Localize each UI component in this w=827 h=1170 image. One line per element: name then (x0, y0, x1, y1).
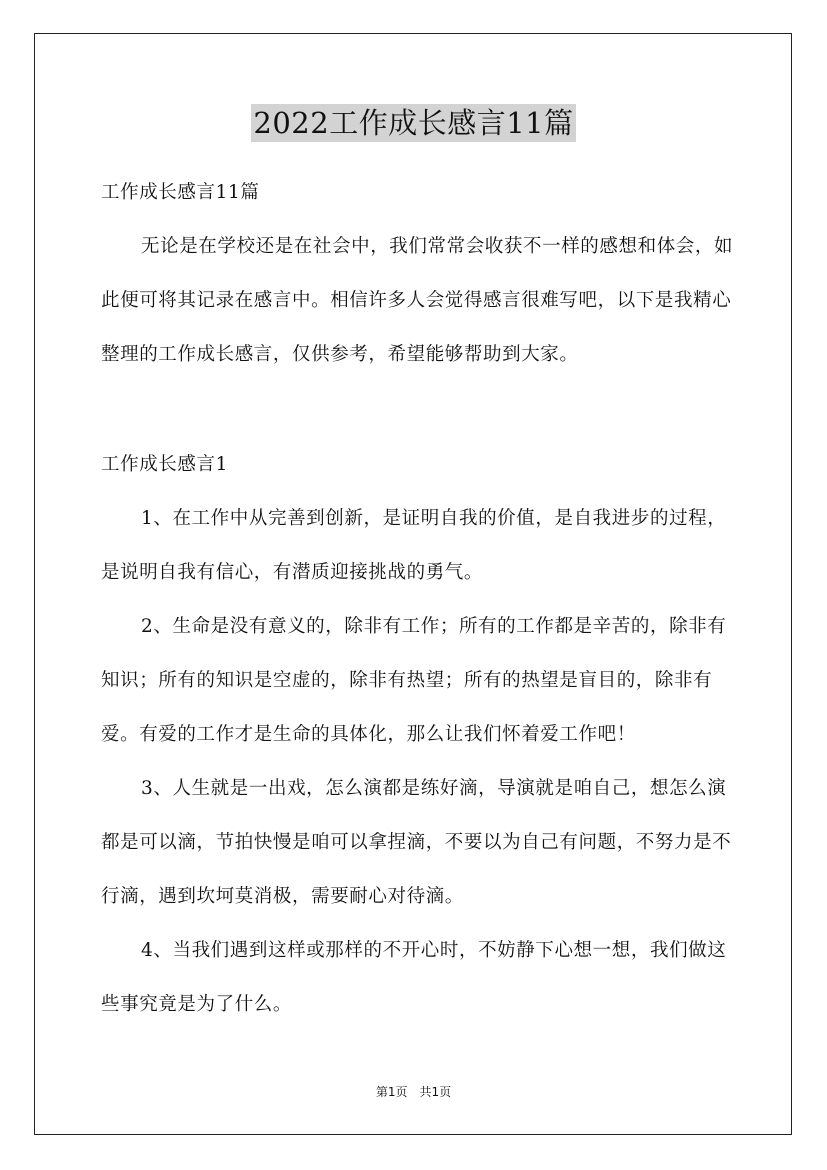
section-heading: 工作成长感言1 (101, 454, 228, 475)
list-item: 3、人生就是一出戏，怎么演都是练好滴，导演就是咱自己，想怎么演都是可以滴，节拍快慢是咱可以拿捏滴，不要以为自己有问题，不努力是不行滴，遇到坎坷莫消极，需要耐心对待滴。 (101, 778, 732, 907)
page-footer: 第1页 共1页 (375, 1085, 452, 1099)
list-item: 1、在工作中从完善到创新，是证明自我的价值，是自我进步的过程，是说明自我有信心，有潜质迎接挑战的勇气。 (101, 508, 727, 583)
document-title: 2022工作成长感言11篇 (253, 106, 574, 140)
title-container (0, 104, 827, 142)
intro-paragraph: 无论是在学校还是在社会中，我们常常会收获不一样的感想和体会，如此便可将其记录在感言中。相信许多人会觉得感言很难写吧，以下是我精心整理的工作成长感言，仅供参考，希望能够帮助到大家。 (101, 236, 734, 365)
document-subtitle: 工作成长感言11篇 (101, 182, 260, 203)
list-item: 2、生命是没有意义的，除非有工作；所有的工作都是辛苦的，除非有知识；所有的知识是空虚的，除非有热望；所有的热望是盲目的，除非有爱。有爱的工作才是生命的具体化，那么让我们怀着爱工作吧！ (101, 616, 727, 745)
list-item: 4、当我们遇到这样或那样的不开心时，不妨静下心想一想，我们做这些事究竟是为了什么。 (101, 940, 727, 1015)
